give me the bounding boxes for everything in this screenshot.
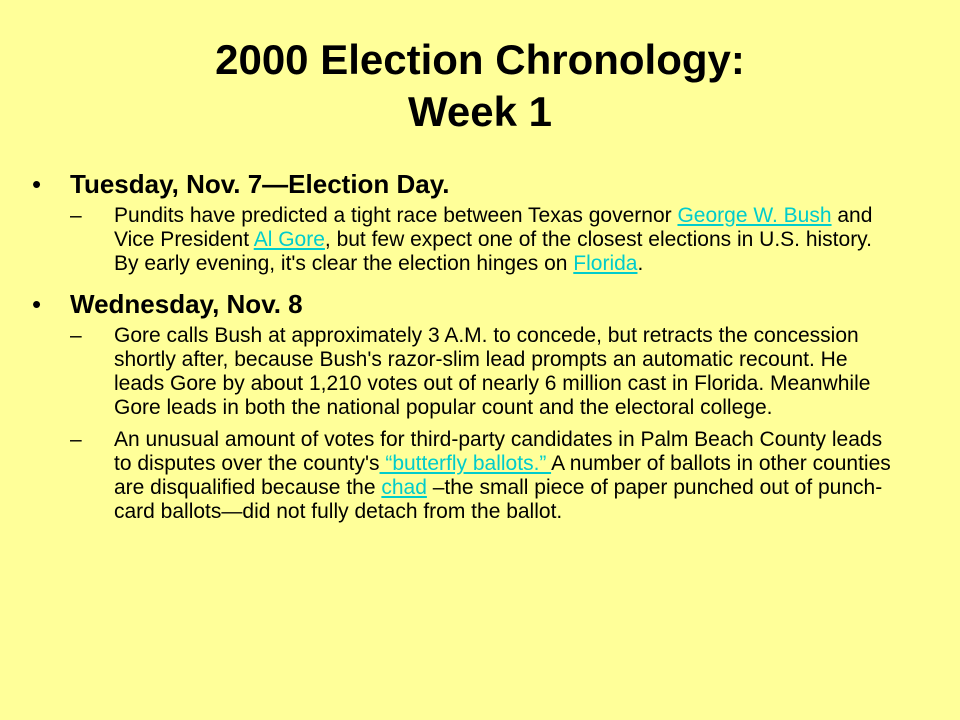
bullet-marker: •	[32, 289, 42, 319]
bullet-heading: Tuesday, Nov. 7—Election Day.	[70, 169, 450, 199]
dash-marker: –	[70, 324, 82, 347]
subbullet-text: An unusual amount of votes for third-party candidates in Palm Beach County leads to disputes over the county's	[114, 428, 883, 475]
slide-title	[0, 34, 960, 138]
bullet-wednesday	[32, 288, 900, 320]
subbullet-text: Pundits have predicted a tight race between Texas governor	[114, 204, 678, 227]
subbullet-text: Gore calls Bush at approximately 3 A.M. to concede, but retracts the concession shortly after, because Bush's razor-slim lead prompts an automatic recount. He leads Gore by about 1,210 votes out of nearly 6 million cast in Florida. Meanwhile Gore leads in both the national popular count and the electoral college.	[114, 324, 871, 419]
subbullet-text: , but few expect one of the closest elections in U.S. history. By early evening, it's clear the election hinges on	[114, 228, 872, 275]
link-chad[interactable]: chad	[381, 476, 427, 499]
subbullet-text: and Vice President	[114, 204, 873, 251]
link-florida[interactable]: Florida	[573, 252, 638, 275]
subbullet-text: .	[637, 252, 644, 275]
subbullet-text: –the small piece of paper punched out of punch-card ballots—did not fully detach from the ballot.	[114, 476, 883, 523]
subbullet-wednesday-2	[70, 428, 894, 524]
bullet-list	[32, 168, 900, 532]
link-al-gore[interactable]: Al Gore	[253, 228, 325, 251]
dash-marker: –	[70, 428, 82, 451]
title-line-2: Week 1	[408, 88, 552, 135]
dash-marker: –	[70, 204, 82, 227]
title-line-1: 2000 Election Chronology:	[215, 36, 745, 83]
subbullet-tuesday-1	[70, 204, 894, 276]
link-butterfly-ballots[interactable]: “butterfly ballots.”	[379, 452, 552, 475]
subbullet-text: A number of ballots in other counties are disqualified because the	[114, 452, 891, 499]
bullet-marker: •	[32, 169, 42, 199]
link-george-w-bush[interactable]: George W. Bush	[677, 204, 832, 227]
bullet-tuesday	[32, 168, 900, 200]
subbullet-wednesday-1	[70, 324, 894, 420]
bullet-heading: Wednesday, Nov. 8	[70, 289, 303, 319]
